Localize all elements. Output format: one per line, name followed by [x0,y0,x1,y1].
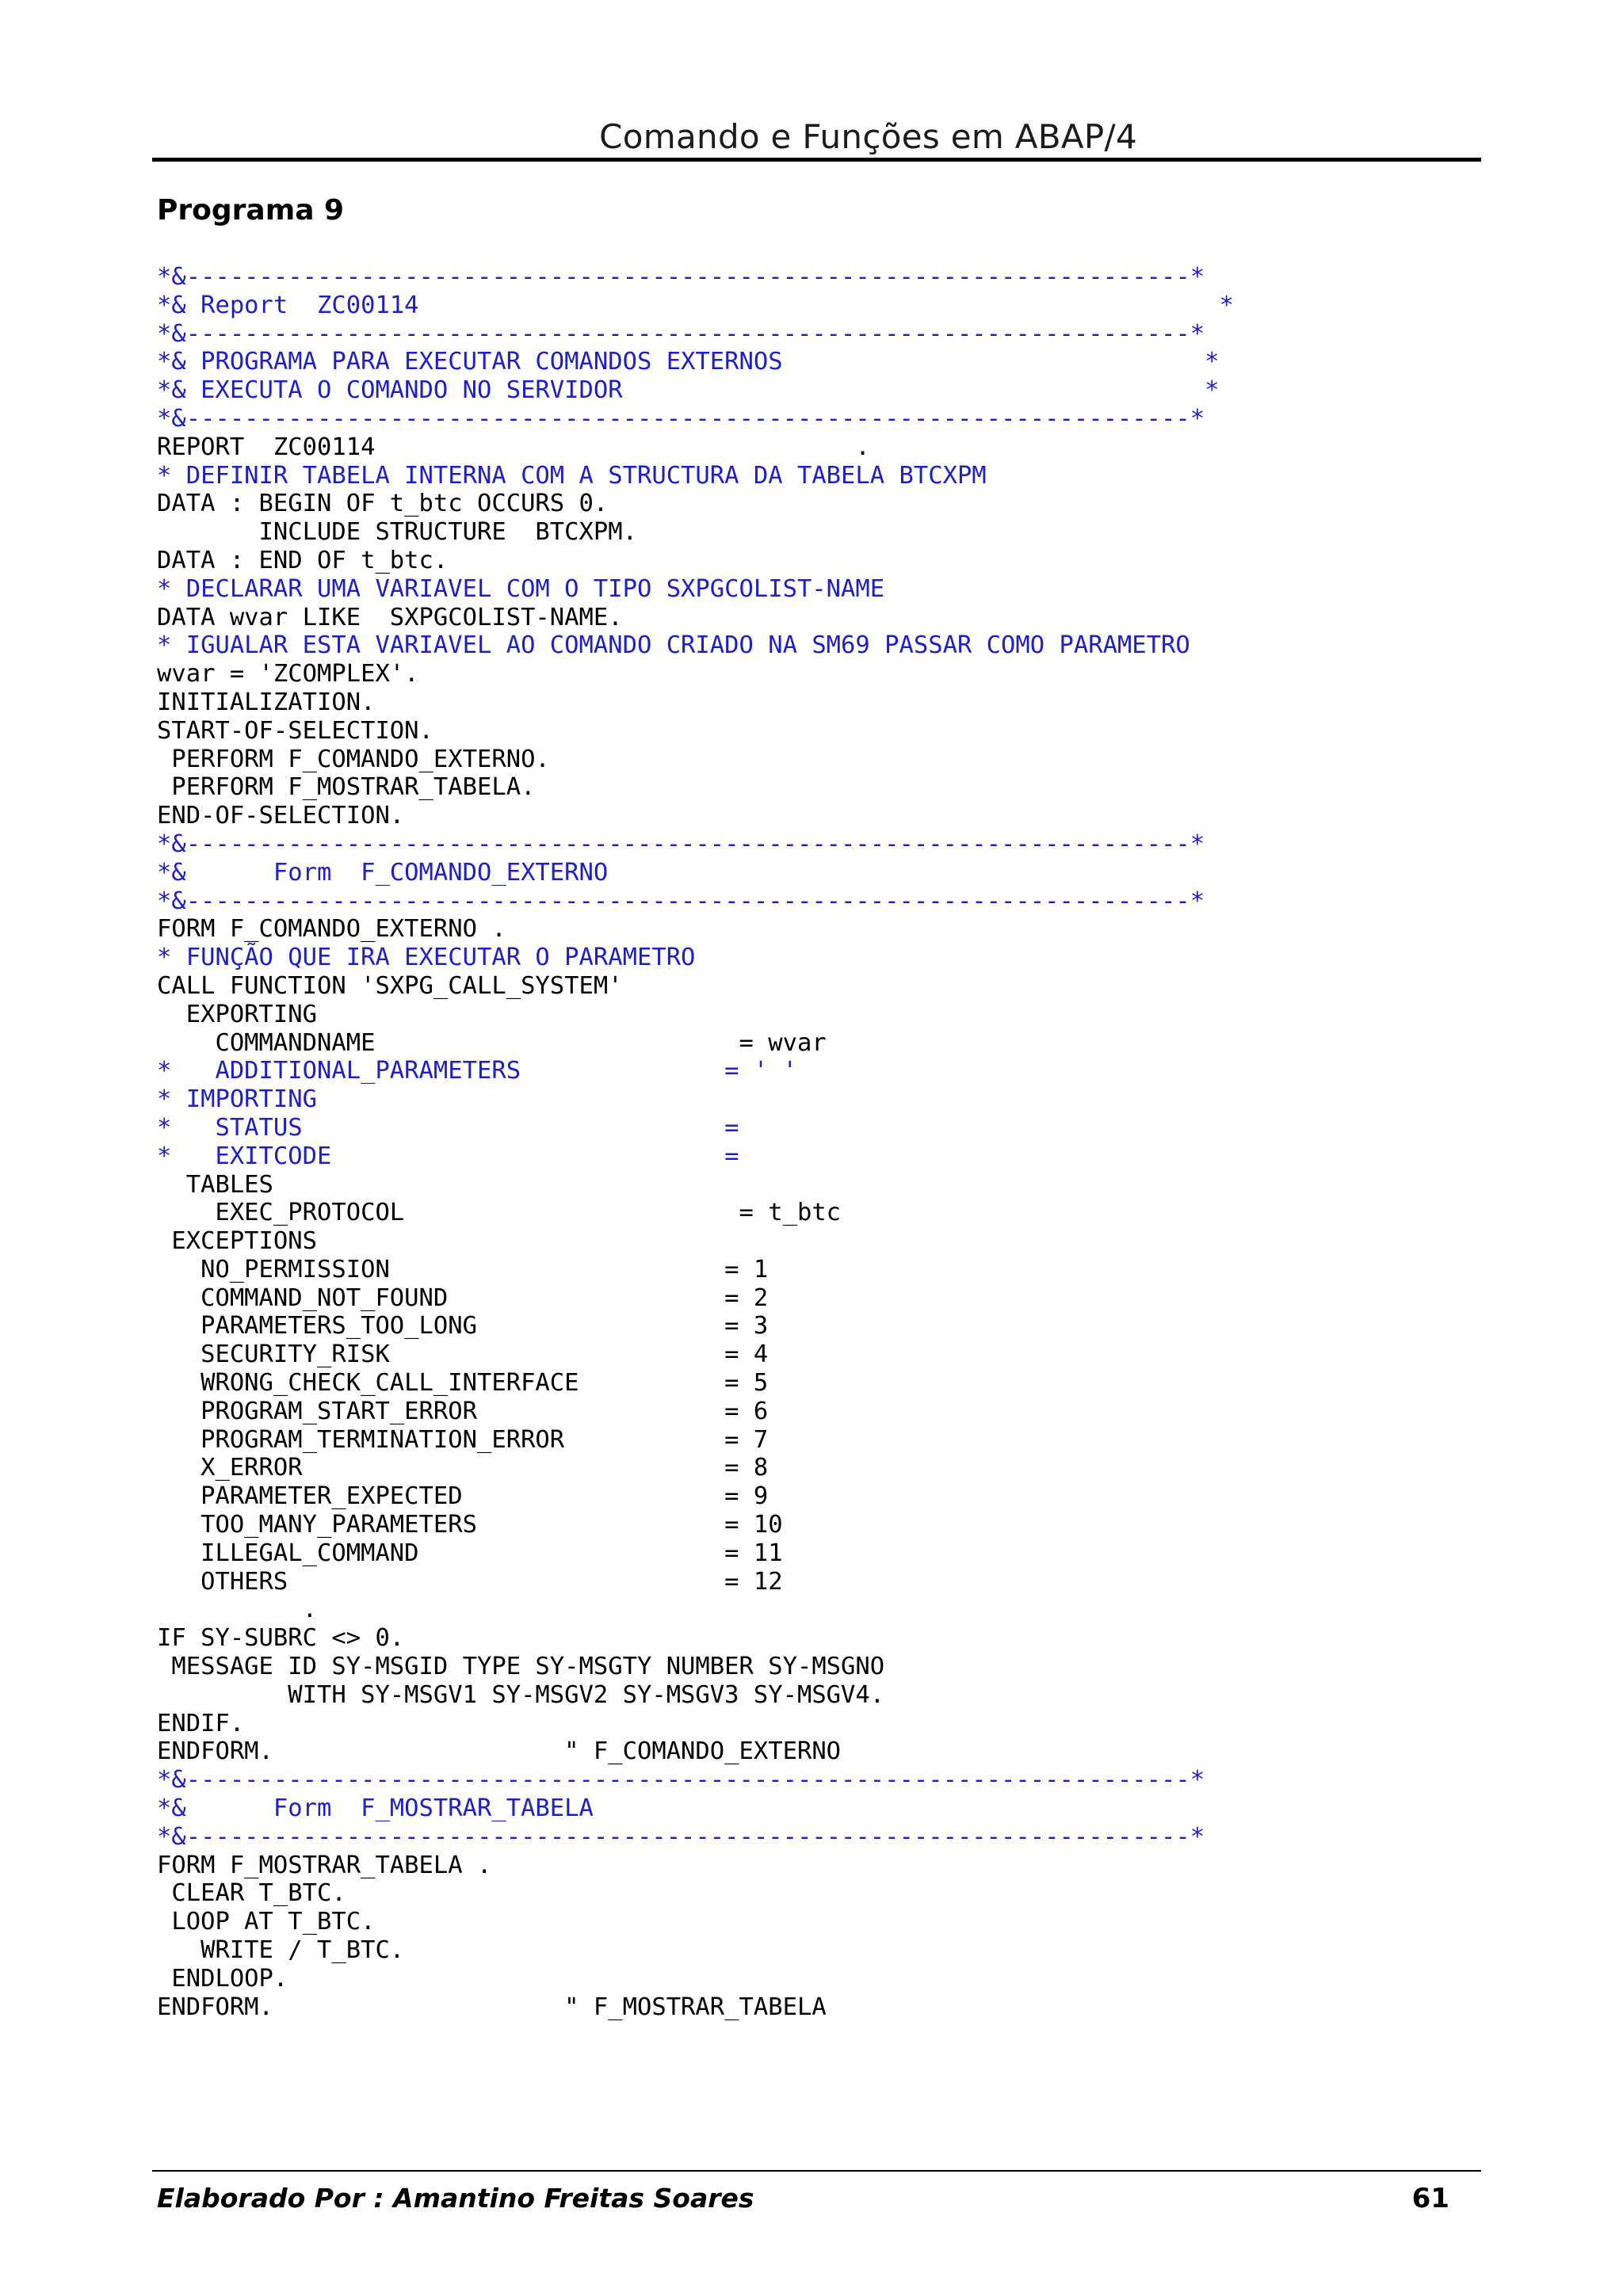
code-line: WITH SY-MSGV1 SY-MSGV2 SY-MSGV3 SY-MSGV4. [157,1680,885,1709]
code-line: TOO_MANY_PARAMETERS = 10 [157,1511,783,1539]
code-line: ENDFORM. " F_MOSTRAR_TABELA [157,1993,827,2021]
code-comment-line: *&---------------------------------------------------------------------* [157,404,1205,433]
code-line: PARAMETER_EXPECTED = 9 [157,1482,769,1511]
code-listing [157,263,1472,2021]
code-line: EXCEPTIONS [157,1227,317,1256]
page-header [152,0,1481,162]
code-line: MESSAGE ID SY-MSGID TYPE SY-MSGTY NUMBER SY-MSGNO [157,1653,885,1681]
code-line: COMMANDNAME = wvar [157,1028,827,1057]
header-title: Comando e Funções em ABAP/4 [599,117,1137,156]
code-comment-line: *&---------------------------------------------------------------------* [157,887,1205,915]
code-comment-line: *& Report ZC00114 * [157,291,1234,319]
code-line: WRITE / T_BTC. [157,1936,405,1965]
code-line: ENDIF. [157,1709,245,1737]
code-line: END-OF-SELECTION. [157,802,405,830]
code-line: FORM F_COMANDO_EXTERNO . [157,915,506,944]
code-comment-line: * EXITCODE = [157,1142,739,1170]
section-title: Programa 9 [157,194,345,227]
code-comment-line: *& EXECUTA O COMANDO NO SERVIDOR * [157,376,1220,405]
code-comment-line: * DEFINIR TABELA INTERNA COM A STRUCTURA DA TABELA BTCXPM [157,461,987,490]
code-line: PROGRAM_TERMINATION_ERROR = 7 [157,1425,769,1454]
code-line: ILLEGAL_COMMAND = 11 [157,1539,783,1567]
code-line: PARAMETERS_TOO_LONG = 3 [157,1312,769,1341]
code-line: WRONG_CHECK_CALL_INTERFACE = 5 [157,1369,769,1398]
code-line: wvar = 'ZCOMPLEX'. [157,660,419,688]
code-line: REPORT ZC00114 . [157,433,870,461]
code-line: PROGRAM_START_ERROR = 6 [157,1397,769,1425]
code-comment-line: * ADDITIONAL_PARAMETERS = ' ' [157,1057,797,1085]
code-line: OTHERS = 12 [157,1567,783,1596]
code-comment-line: *& PROGRAMA PARA EXECUTAR COMANDOS EXTERNOS * [157,348,1220,376]
code-line: COMMAND_NOT_FOUND = 2 [157,1283,769,1312]
code-line: X_ERROR = 8 [157,1454,769,1482]
code-line: CLEAR T_BTC. [157,1879,346,1908]
page-number: 61 [1411,2183,1449,2214]
code-comment-line: *& Form F_MOSTRAR_TABELA [157,1794,594,1823]
code-line: NO_PERMISSION = 1 [157,1255,769,1283]
code-line: PERFORM F_MOSTRAR_TABELA. [157,773,536,802]
code-comment-line: *&---------------------------------------------------------------------* [157,263,1205,291]
code-line: LOOP AT T_BTC. [157,1908,376,1936]
code-line: START-OF-SELECTION. [157,716,433,745]
code-comment-line: *&---------------------------------------------------------------------* [157,830,1205,858]
code-line: INCLUDE STRUCTURE BTCXPM. [157,518,637,547]
code-line: PERFORM F_COMANDO_EXTERNO. [157,745,550,773]
code-line: CALL FUNCTION 'SXPG_CALL_SYSTEM' [157,971,623,1000]
code-comment-line: *& Form F_COMANDO_EXTERNO [157,858,609,887]
page-footer [152,2170,1481,2227]
code-comment-line: *&---------------------------------------------------------------------* [157,319,1205,348]
code-line: IF SY-SUBRC <> 0. [157,1624,405,1653]
code-comment-line: * IGUALAR ESTA VARIAVEL AO COMANDO CRIADO NA SM69 PASSAR COMO PARAMETRO [157,631,1190,660]
code-line: TABLES [157,1170,273,1199]
code-line: . [157,1596,317,1624]
code-comment-line: *&---------------------------------------------------------------------* [157,1766,1205,1794]
code-line: EXEC_PROTOCOL = t_btc [157,1199,842,1227]
code-comment-line: * DECLARAR UMA VARIAVEL COM O TIPO SXPGCOLIST-NAME [157,574,885,603]
code-line: EXPORTING [157,1000,317,1028]
code-comment-line: * FUNÇÃO QUE IRA EXECUTAR O PARAMETRO [157,944,696,972]
footer-author: Elaborado Por : Amantino Freitas Soares [157,2183,754,2214]
code-line: DATA wvar LIKE SXPGCOLIST-NAME. [157,603,623,631]
code-line: SECURITY_RISK = 4 [157,1341,769,1369]
code-line: INITIALIZATION. [157,688,376,716]
code-line: ENDLOOP. [157,1964,288,1993]
code-comment-line: * STATUS = [157,1113,739,1142]
code-line: DATA : END OF t_btc. [157,546,449,574]
code-line: ENDFORM. " F_COMANDO_EXTERNO [157,1737,842,1766]
code-line: DATA : BEGIN OF t_btc OCCURS 0. [157,490,609,518]
code-comment-line: * IMPORTING [157,1085,317,1114]
code-comment-line: *&---------------------------------------------------------------------* [157,1822,1205,1851]
code-line: FORM F_MOSTRAR_TABELA . [157,1851,492,1879]
